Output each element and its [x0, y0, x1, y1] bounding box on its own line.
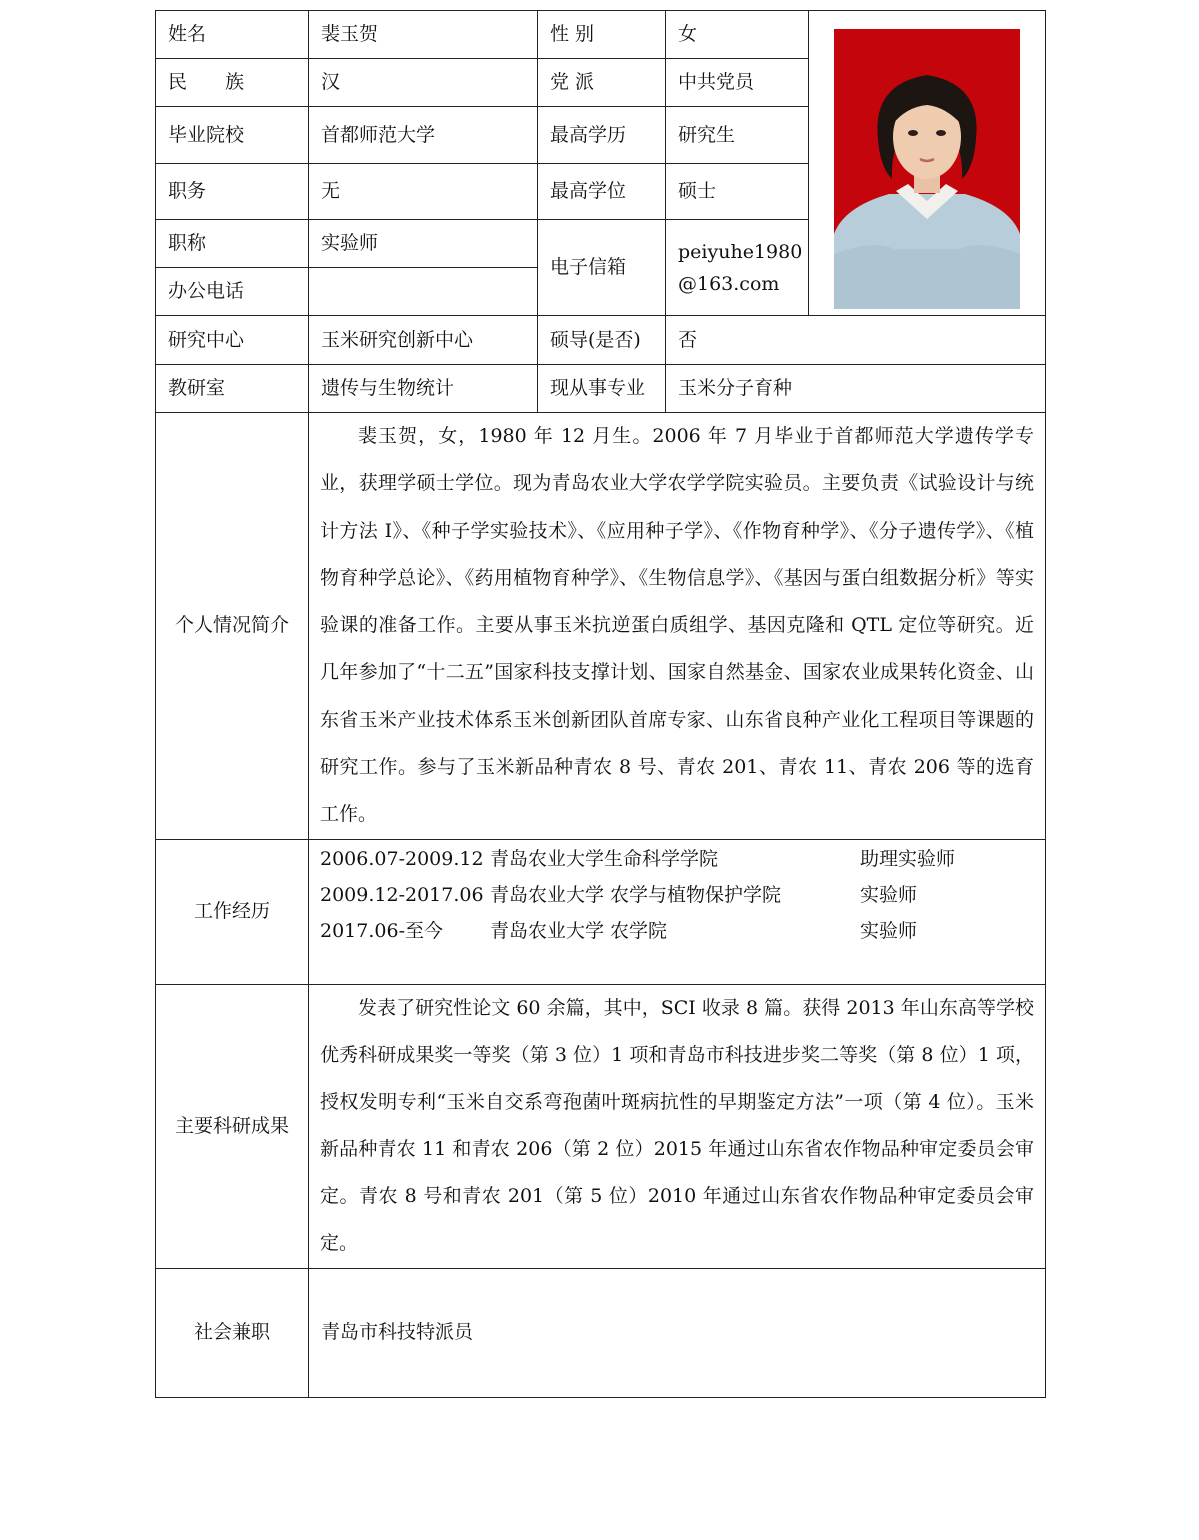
work-entry [320, 842, 1034, 878]
work-org: 青岛农业大学 农学与植物保护学院 [490, 884, 782, 907]
gender-value: 女 [666, 11, 809, 59]
work-org: 青岛农业大学 农学院 [490, 920, 668, 943]
center-label: 研究中心 [156, 316, 309, 365]
major-value: 玉米分子育种 [666, 365, 1046, 413]
degree-value: 硕士 [666, 164, 809, 220]
gender-label: 性 别 [538, 11, 666, 59]
position-label: 职务 [156, 164, 309, 220]
profile-sheet [155, 10, 1045, 1396]
major-label: 现从事专业 [538, 365, 666, 413]
work-org: 青岛农业大学生命科学学院 [490, 848, 719, 871]
work-period: 2009.12-2017.06 [320, 884, 484, 907]
phone-value [309, 268, 538, 316]
name-label: 姓名 [156, 11, 309, 59]
ethnicity-value: 汉 [309, 59, 538, 107]
intro-text: 裴玉贺，女，1980 年 12 月生。2006 年 7 月毕业于首都师范大学遗传学专业，获理学硕士学位。现为青岛农业大学农学学院实验员。主要负责《试验设计与统计方法 I》、《种子学实验技术》、《应用种子学》、《作物育种学》、《分子遗传学》、《植物育种学总论》、《药用植物育种学》、《生物信息学》、《基因与蛋白组数据分析》等实验课的准备工作。主要从事玉米抗逆蛋白质组学、基因克隆和 QTL 定位等研究。近几年参加了“十二五”国家科技支撑计划、国家自然基金、国家农业成果转化资金、山东省玉米产业技术体系玉米创新团队首席专家、山东省良种产业化工程项目等课题的研究工作。参与了玉米新品种青农 8 号、青农 201、青农 11、青农 206 等的选育工作。 [320, 425, 1034, 826]
social-value: 青岛市科技特派员 [309, 1268, 1046, 1397]
portrait-image [834, 29, 1020, 309]
profile-table [155, 10, 1046, 1398]
party-value: 中共党员 [666, 59, 809, 107]
name-value: 裴玉贺 [309, 11, 538, 59]
party-label: 党 派 [538, 59, 666, 107]
profile-photo [834, 29, 1020, 309]
research-label: 主要科研成果 [156, 984, 309, 1268]
degree-label: 最高学位 [538, 164, 666, 220]
work-entry [320, 914, 1034, 950]
research-text: 发表了研究性论文 60 余篇，其中，SCI 收录 8 篇。获得 2013 年山东高等学校优秀科研成果奖一等奖（第 3 位）1 项和青岛市科技进步奖二等奖（第 8 位）1 项，授权发明专利“玉米自交系弯孢菌叶斑病抗性的早期鉴定方法”一项（第 4 位）。玉米新品种青农 11 和青农 206（第 2 位）2015 年通过山东省农作物品种审定委员会审定。青农 8 号和青农 201（第 5 位）2010 年通过山东省农作物品种审定委员会审定。 [320, 997, 1034, 1255]
lab-label: 教研室 [156, 365, 309, 413]
phone-label: 办公电话 [156, 268, 309, 316]
work-title: 助理实验师 [860, 848, 956, 871]
position-value: 无 [309, 164, 538, 220]
work-period: 2017.06-至今 [320, 920, 443, 943]
work-title: 实验师 [860, 884, 918, 907]
email-line-2: @163.com [678, 272, 780, 295]
title-label: 职称 [156, 220, 309, 268]
supervisor-label: 硕导(是否) [538, 316, 666, 365]
work-cell [309, 839, 1046, 984]
center-value: 玉米研究创新中心 [309, 316, 538, 365]
photo-cell [809, 11, 1046, 316]
school-value: 首都师范大学 [309, 107, 538, 164]
work-label: 工作经历 [156, 839, 309, 984]
work-period: 2006.07-2009.12 [320, 848, 484, 871]
intro-cell [309, 413, 1046, 840]
email-line-1: peiyuhe1980 [678, 240, 803, 263]
work-title: 实验师 [860, 920, 918, 943]
research-cell [309, 984, 1046, 1268]
email-value [666, 220, 809, 316]
school-label: 毕业院校 [156, 107, 309, 164]
lab-value: 遗传与生物统计 [309, 365, 538, 413]
ethnicity-label: 民 族 [156, 59, 309, 107]
intro-label: 个人情况简介 [156, 413, 309, 840]
email-label: 电子信箱 [538, 220, 666, 316]
work-entry [320, 878, 1034, 914]
education-value: 研究生 [666, 107, 809, 164]
supervisor-value: 否 [666, 316, 1046, 365]
title-value: 实验师 [309, 220, 538, 268]
education-label: 最高学历 [538, 107, 666, 164]
social-label: 社会兼职 [156, 1268, 309, 1397]
